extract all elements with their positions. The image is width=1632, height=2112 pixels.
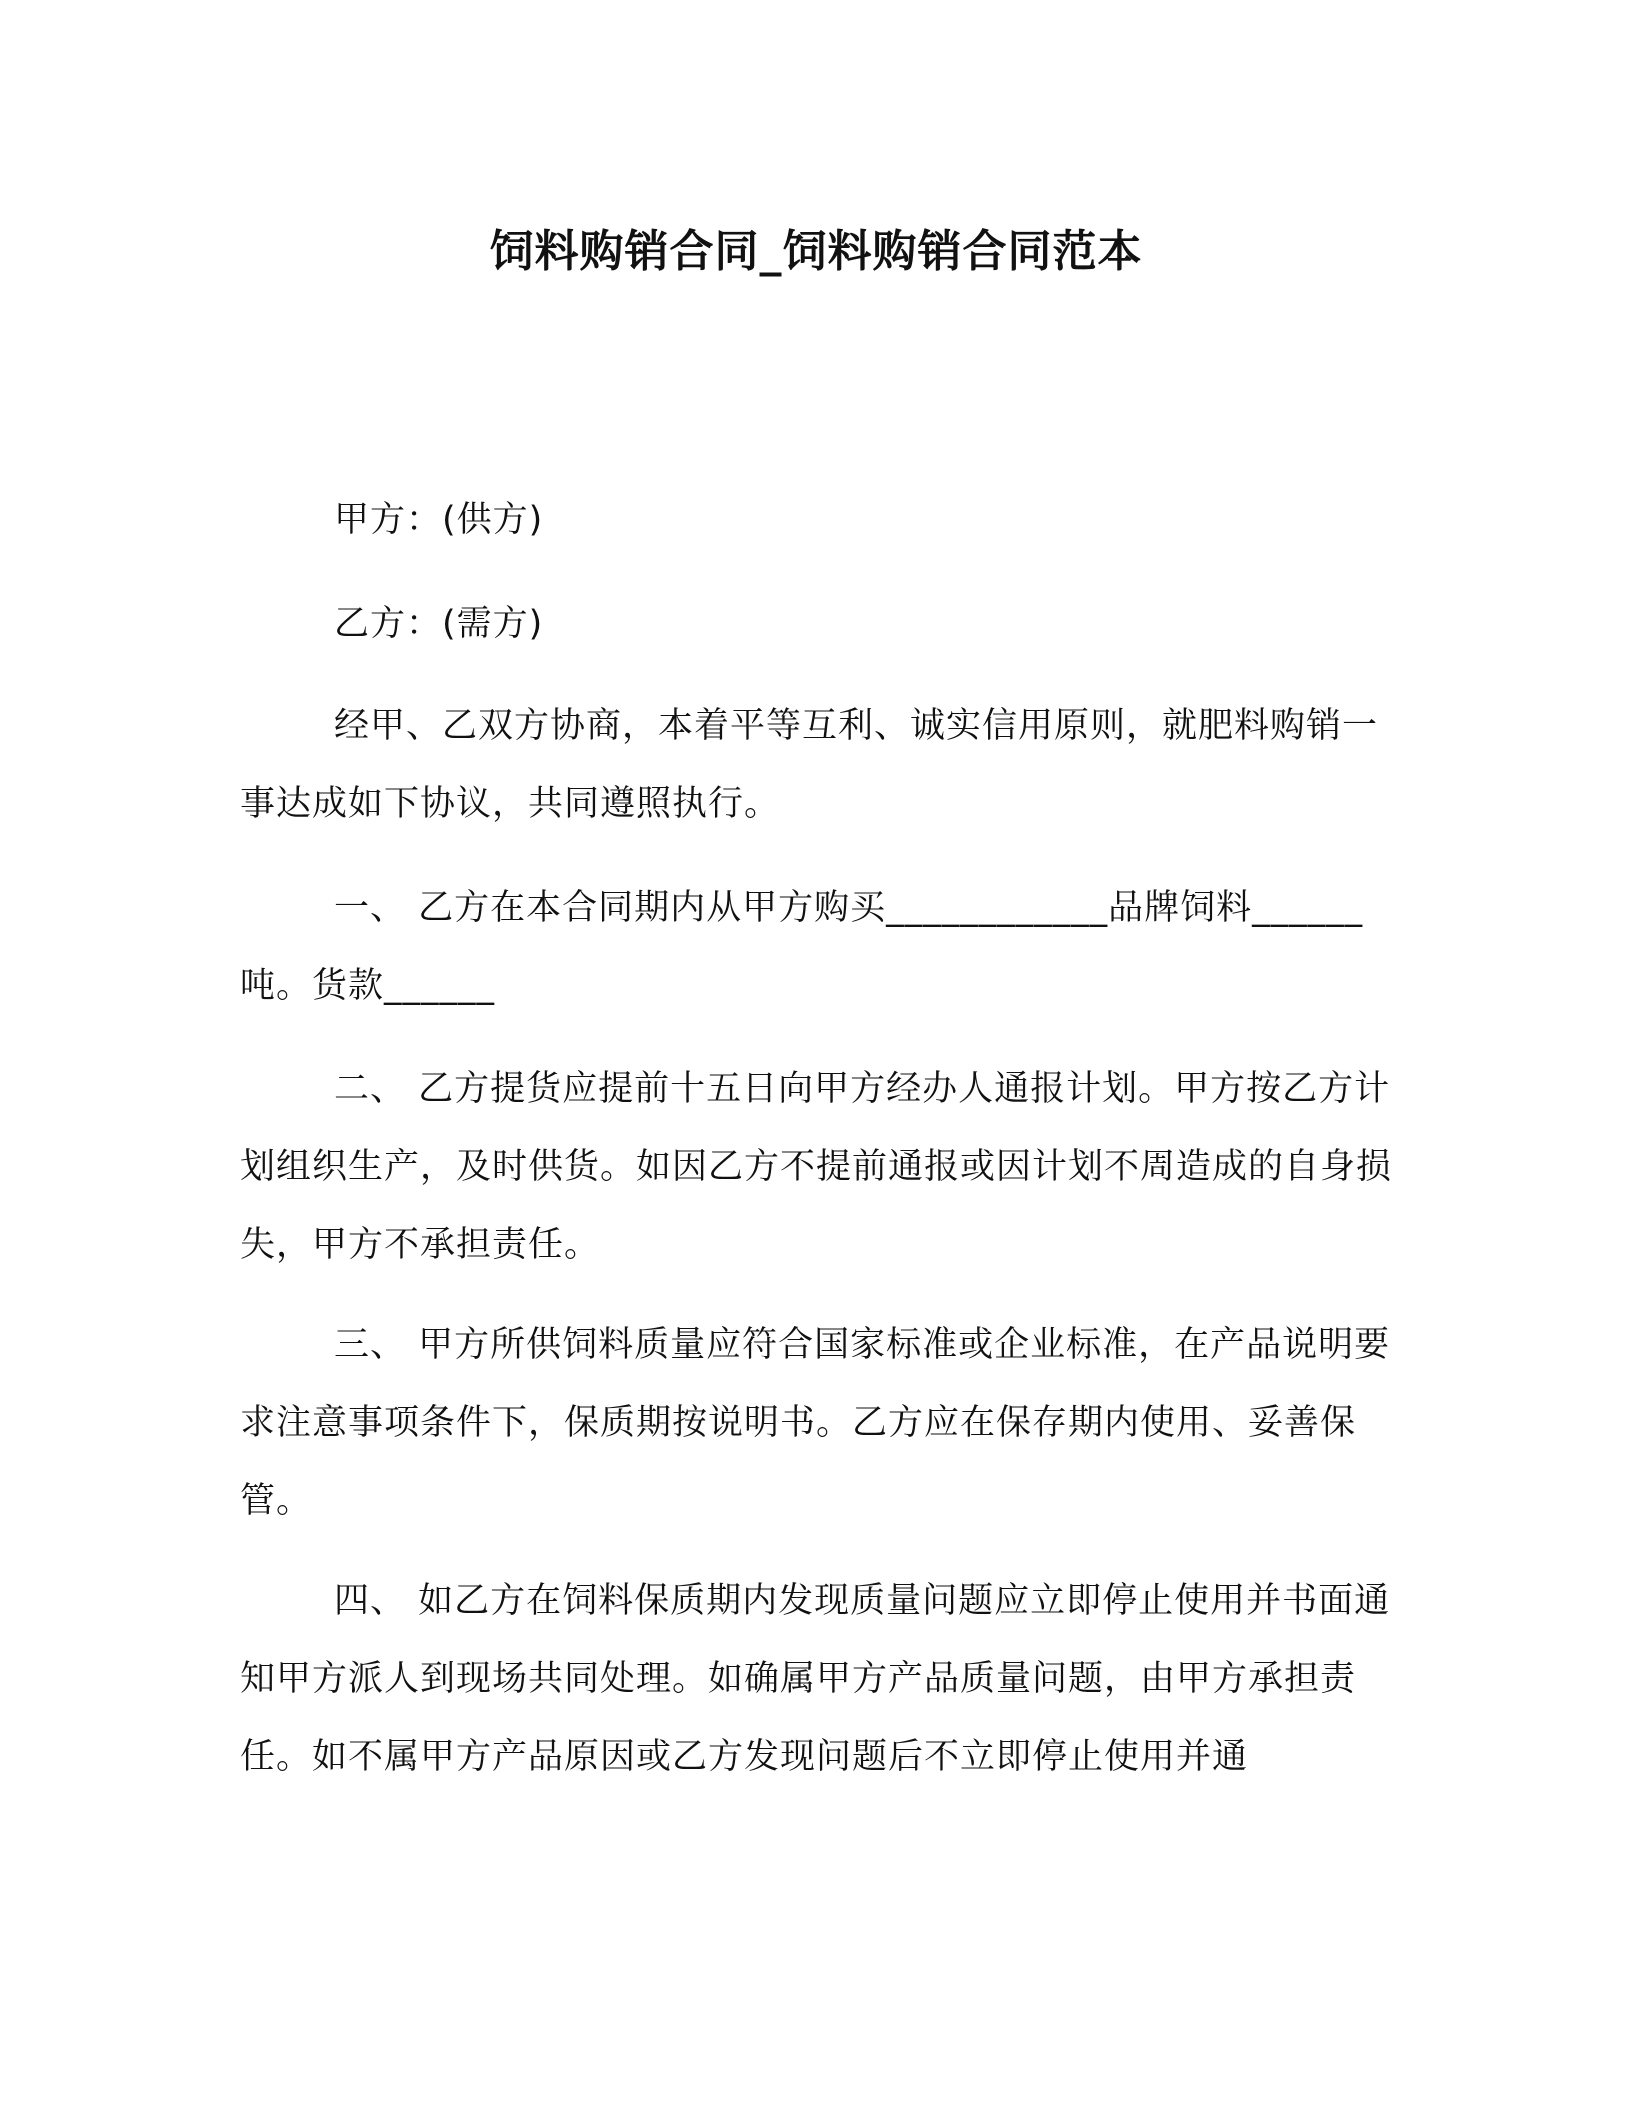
clause-4: 四、 如乙方在饲料保质期内发现质量问题应立即停止使用并书面通知甲方派人到现场共同处理。如确属甲方产品质量问题，由甲方承担责任。如不属甲方产品原因或乙方发现问题后不立即停止使用并通	[240, 1581, 1391, 1777]
clause-3: 三、 甲方所供饲料质量应符合国家标准或企业标准，在产品说明要求注意事项条件下，保质期按说明书。乙方应在保存期内使用、妥善保管。	[240, 1325, 1391, 1521]
document-title: 饲料购销合同_饲料购销合同范本	[489, 226, 1143, 277]
party-b-line: 乙方：(需方)	[334, 604, 544, 644]
clause-2: 二、 乙方提货应提前十五日向甲方经办人通报计划。甲方按乙方计划组织生产，及时供货。如因乙方不提前通报或因计划不周造成的自身损失，甲方不承担责任。	[240, 1069, 1393, 1265]
clause-1: 一、 乙方在本合同期内从甲方购买____________品牌饲料______吨。货款______	[240, 888, 1364, 1006]
party-a-line: 甲方：(供方)	[334, 500, 544, 540]
intro-paragraph: 经甲、乙双方协商，本着平等互利、诚实信用原则，就肥料购销一事达成如下协议，共同遵照执行。	[240, 706, 1379, 824]
